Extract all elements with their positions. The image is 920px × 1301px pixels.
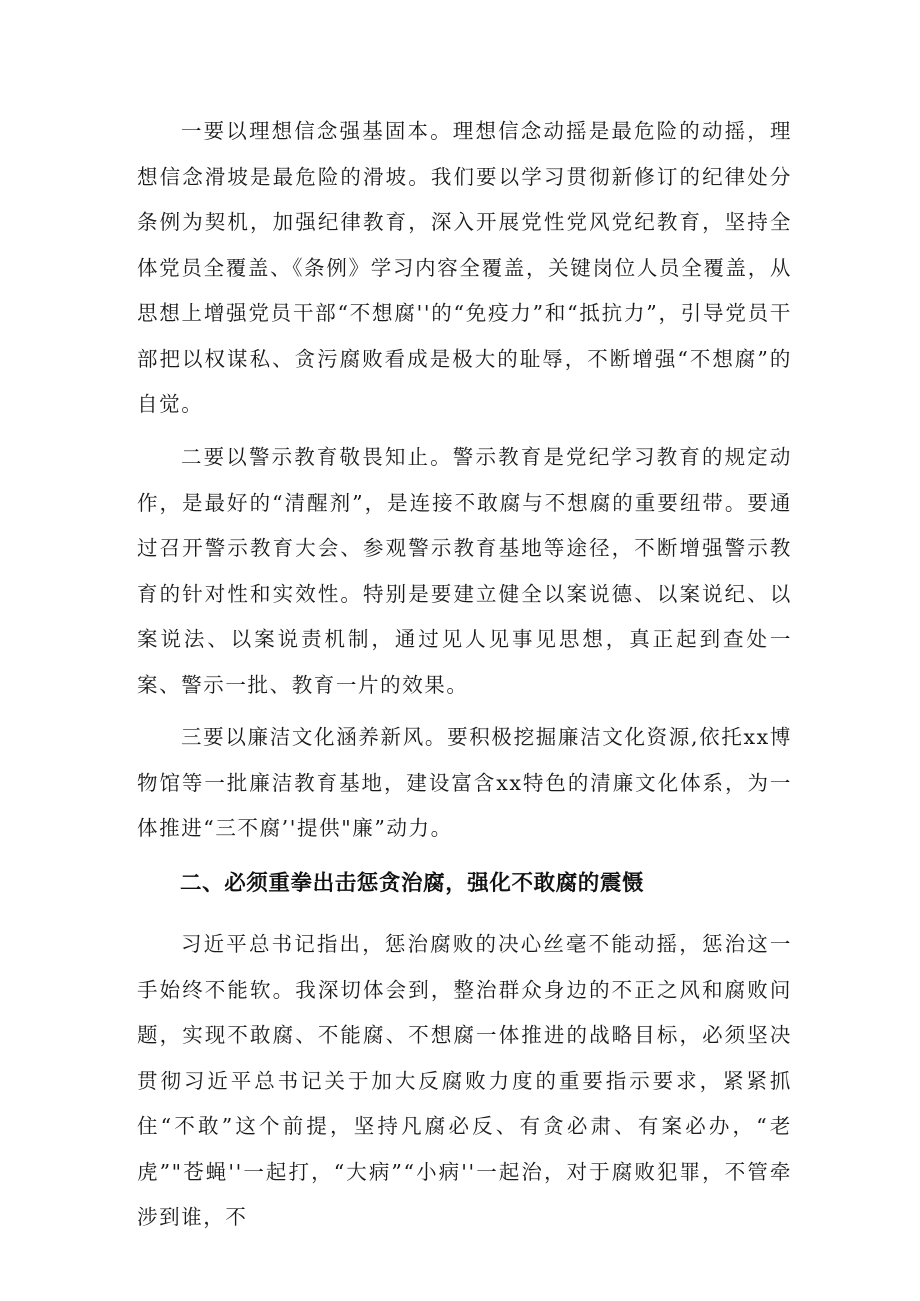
- paragraph-anti-corruption: 习近平总书记指出，惩治腐败的决心丝毫不能动摇，惩治这一手始终不能软。我深切体会到，整治群众身边的不正之风和腐败问题，实现不敢腐、不能腐、不想腐一体推进的战略目标，必须坚决贯彻习近平总书记关于加大反腐败力度的重要指示要求，紧紧抓住“不敢”这个前提，坚持凡腐必反、有贪必肃、有案必办，“老虎”"苍蝇''一起打，“大病”“小病''一起治，对于腐败犯罪，不管牵涉到谁，不: [137, 932, 792, 1229]
- paragraph-ideals-faith: 一要以理想信念强基固本。理想信念动摇是最危险的动摇，理想信念滑坡是最危险的滑坡。我们要以学习贯彻新修订的纪律处分条例为契机，加强纪律教育，深入开展党性党风党纪教育，坚持全体党员全覆盖、《条例》学习内容全覆盖，关键岗位人员全覆盖，从思想上增强党员干部“不想腐''的“免疫力”和“抵抗力”，引导党员干部把以权谋私、贪污腐败看成是极大的耻辱，不断增强“不想腐”的自觉。: [137, 119, 792, 416]
- paragraph-warning-education: 二要以警示教育敬畏知止。警示教育是党纪学习教育的规定动作，是最好的“清醒剂”，是连接不敢腐与不想腐的重要纽带。要通过召开警示教育大会、参观警示教育基地等途径，不断增强警示教育的针对性和实效性。特别是要建立健全以案说德、以案说纪、以案说法、以案说责机制，通过见人见事见思想，真正起到查处一案、警示一批、教育一片的效果。: [137, 445, 792, 697]
- section-heading: 二、必须重拳出击惩贪治腐，强化不敢腐的震慑: [180, 871, 645, 896]
- paragraph-integrity-culture: 三要以廉洁文化涵养新风。要积极挖掘廉洁文化资源,依托xx博物馆等一批廉洁教育基地，建设富含xx特色的清廉文化体系，为一体推进“三不腐’'提供"廉”动力。: [137, 725, 792, 840]
